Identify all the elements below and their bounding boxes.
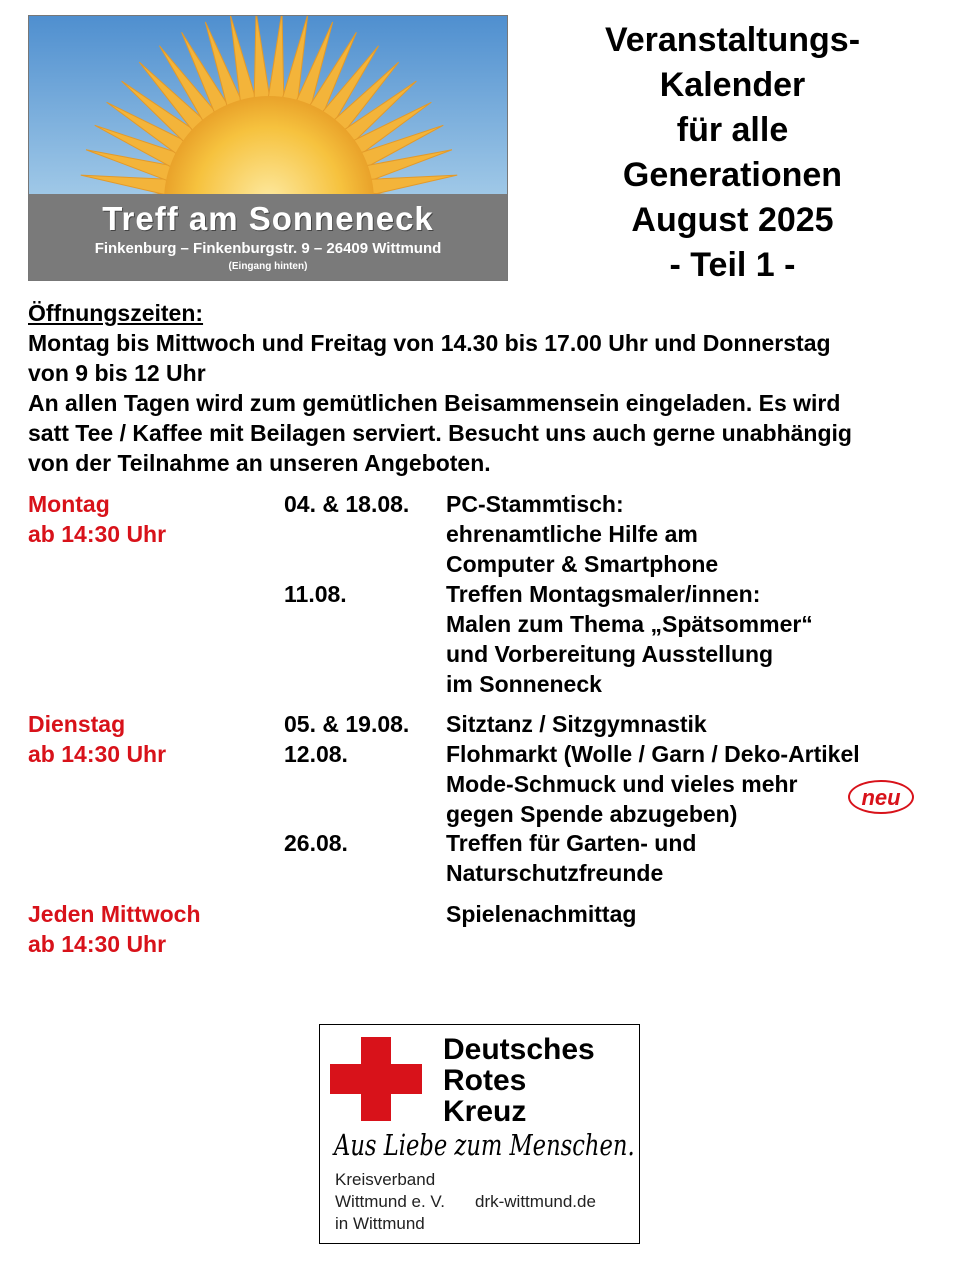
day-name: Jeden Mittwoch xyxy=(28,901,201,927)
title-line: für alle xyxy=(676,111,789,149)
event-line: Treffen Montagsmaler/innen: xyxy=(446,581,761,607)
title-line: Generationen xyxy=(622,156,843,194)
slogan: Aus Liebe zum Menschen. xyxy=(334,1128,635,1162)
event-line: Malen zum Thema „Spätsommer“ xyxy=(446,611,813,637)
opening-hours-line: von 9 bis 12 Uhr xyxy=(28,360,206,386)
banner-title: Treff am Sonneneck xyxy=(102,200,434,237)
event-description xyxy=(446,579,813,699)
opening-hours-line: satt Tee / Kaffee mit Beilagen serviert. Besucht uns auch gerne unabhängig xyxy=(28,420,852,446)
event-date: 12.08. xyxy=(284,741,348,767)
banner-strip xyxy=(29,194,507,280)
event-line: Flohmarkt (Wolle / Garn / Deko-Artikel xyxy=(446,741,860,767)
opening-hours-heading: Öffnungszeiten: xyxy=(28,300,204,326)
event-line: Computer & Smartphone xyxy=(446,551,719,577)
opening-hours-line: von der Teilnahme an unseren Angeboten. xyxy=(28,450,491,476)
new-badge: neu xyxy=(848,780,914,814)
org-details xyxy=(335,1169,445,1235)
header-banner xyxy=(28,15,508,281)
title-line: - Teil 1 - xyxy=(669,246,796,284)
day-time: ab 14:30 Uhr xyxy=(28,741,167,767)
sun-illustration xyxy=(29,16,507,216)
organization-name xyxy=(443,1034,595,1127)
event-line: ehrenamtliche Hilfe am xyxy=(446,521,698,547)
event-date: 05. & 19.08. xyxy=(284,711,410,737)
org-detail-line: Wittmund e. V. xyxy=(335,1192,445,1211)
event-line: PC-Stammtisch: xyxy=(446,491,624,517)
title-line: August 2025 xyxy=(631,201,834,239)
event-line: Mode-Schmuck und vieles mehr xyxy=(446,771,798,797)
event-description xyxy=(446,489,718,579)
opening-hours-line: Montag bis Mittwoch und Freitag von 14.30 bis 17.00 Uhr und Donnerstag xyxy=(28,330,831,356)
event-line: gegen Spende abzugeben) xyxy=(446,801,738,827)
org-detail-line: Kreisverband xyxy=(335,1170,436,1189)
title-line: Veranstaltungs- xyxy=(604,21,861,59)
event-line: Naturschutzfreunde xyxy=(446,860,664,886)
monday-label xyxy=(28,489,166,549)
org-detail-line: in Wittmund xyxy=(335,1214,425,1233)
title-line: Kalender xyxy=(659,66,806,104)
opening-hours-line: An allen Tagen wird zum gemütlichen Beisammensein eingeladen. Es wird xyxy=(28,390,841,416)
event-line: Treffen für Garten- und xyxy=(446,830,697,856)
event-line: Sitztanz / Sitzgymnastik xyxy=(446,711,707,737)
org-name-line: Kreuz xyxy=(443,1095,527,1128)
event-description xyxy=(446,739,860,829)
red-cross-icon xyxy=(330,1037,422,1121)
event-date: 11.08. xyxy=(284,581,347,607)
org-name-line: Rotes xyxy=(443,1064,527,1097)
day-name: Dienstag xyxy=(28,711,126,737)
website: drk-wittmund.de xyxy=(475,1192,596,1211)
day-time: ab 14:30 Uhr xyxy=(28,931,167,957)
event-date: 04. & 18.08. xyxy=(284,491,410,517)
event-description xyxy=(446,709,707,739)
day-time: ab 14:30 Uhr xyxy=(28,521,167,547)
banner-entrance-note: (Eingang hinten) xyxy=(228,261,308,272)
opening-hours xyxy=(28,298,938,478)
event-date: 26.08. xyxy=(284,830,348,856)
event-description xyxy=(446,899,636,929)
event-description xyxy=(446,828,696,888)
page-title xyxy=(560,18,905,288)
tuesday-label xyxy=(28,709,166,769)
org-name-line: Deutsches xyxy=(443,1033,595,1066)
event-line: und Vorbereitung Ausstellung xyxy=(446,641,774,667)
drk-logo-box xyxy=(319,1024,640,1244)
event-line: Spielenachmittag xyxy=(446,901,637,927)
banner-address: Finkenburg – Finkenburgstr. 9 – 26409 Wittmund xyxy=(94,240,442,257)
wednesday-label xyxy=(28,899,201,959)
event-line: im Sonneneck xyxy=(446,671,602,697)
day-name: Montag xyxy=(28,491,110,517)
